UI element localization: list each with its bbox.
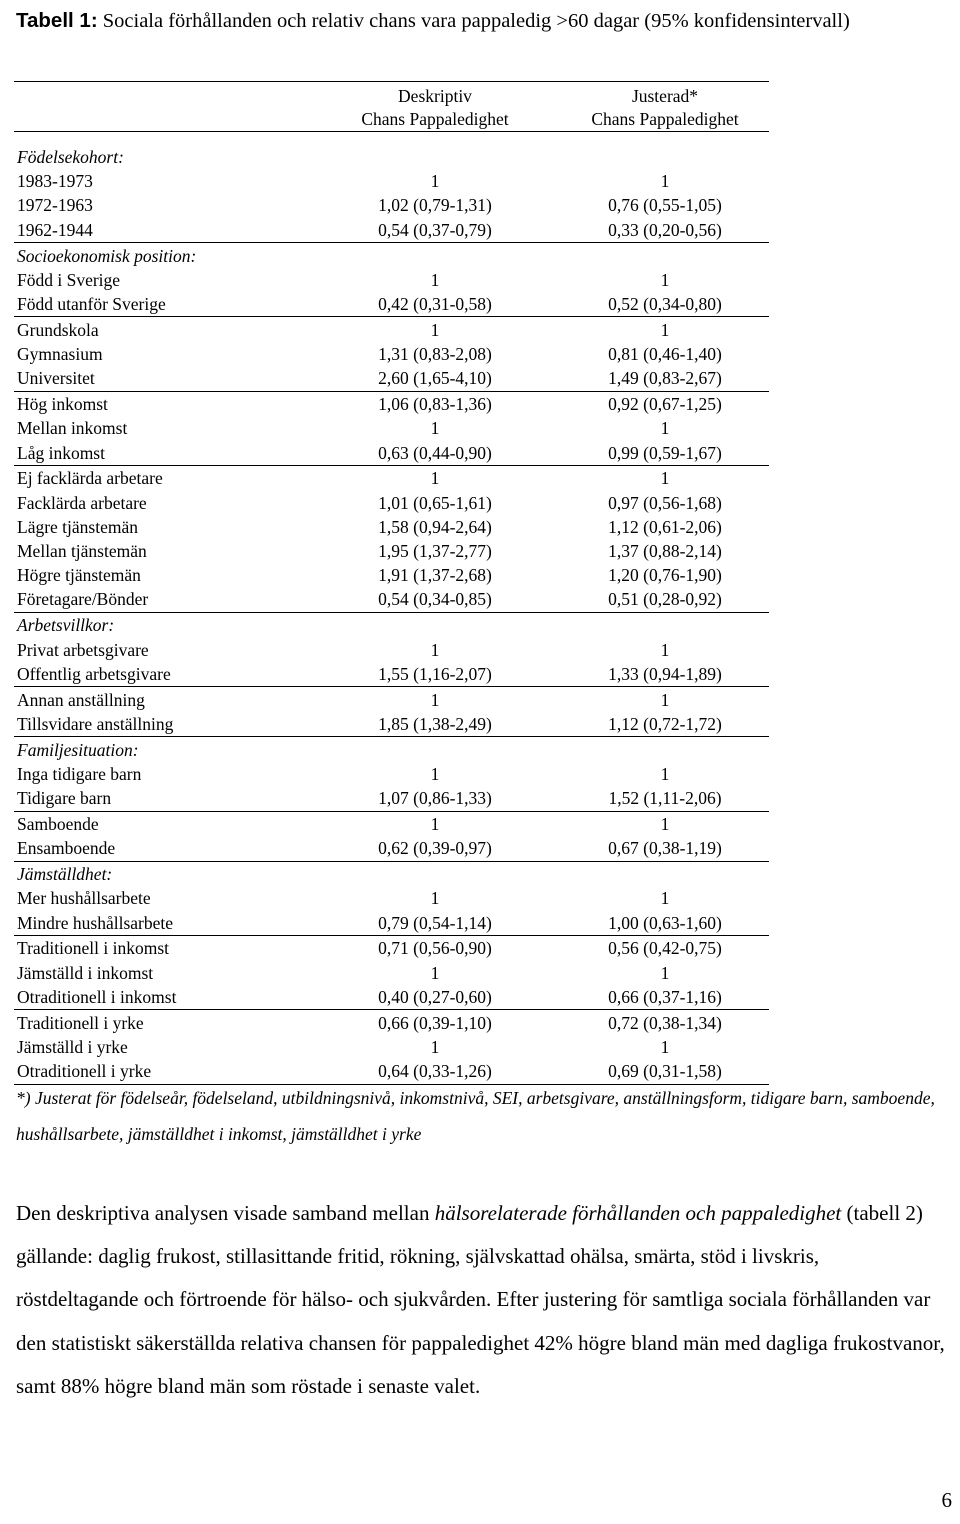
row-group-rule <box>14 465 769 466</box>
descriptive-value: 1 <box>430 689 440 710</box>
descriptive-value: 1 <box>430 814 440 834</box>
adjusted-value: 1 <box>660 962 670 983</box>
row-label: Inga tidigare barn <box>17 763 142 784</box>
column-header-descriptive-line2: Chans Pappaledighet <box>361 109 509 129</box>
row-label: 1972-1963 <box>17 195 93 216</box>
row-group-rule <box>14 1009 769 1010</box>
row-label: Gymnasium <box>17 344 103 364</box>
row-label: Mellan inkomst <box>17 418 128 439</box>
paragraph-text-end: (tabell 2) gällande: daglig frukost, stillasittande fritid, rökning, självskattad ohälsa, smärta, stöd i livskris, röstdeltagande och förtroende för hälso- och sjukvården. Efter justering för samtliga sociala förhållanden var den statistiskt säkerställda relativa chansen för pappaledighet 42% högre bland män med dagliga frukostvanor, samt 88% högre bland män som röstade i senaste valet. <box>16 1201 945 1398</box>
adjusted-value: 0,67 (0,38-1,19) <box>608 838 722 859</box>
row-label: Privat arbetsgivare <box>17 639 149 660</box>
descriptive-value: 0,40 (0,27-0,60) <box>378 986 492 1007</box>
descriptive-value: 1 <box>430 171 440 192</box>
descriptive-value: 1,58 (0,94-2,64) <box>378 516 492 537</box>
descriptive-value: 0,54 (0,34-0,85) <box>378 589 492 610</box>
adjusted-value: 1 <box>660 689 670 710</box>
row-group-rule <box>14 686 769 687</box>
row-label: Facklärda arbetare <box>17 492 147 513</box>
paragraph-emphasis: hälsorelaterade förhållanden och pappaledighet <box>434 1201 842 1225</box>
body-paragraph <box>16 1192 946 1408</box>
column-header-adjusted-line2: Chans Pappaledighet <box>591 109 739 129</box>
row-label: Företagare/Bönder <box>17 589 149 610</box>
row-label: Mellan tjänstemän <box>17 541 147 561</box>
descriptive-value: 1,55 (1,16-2,07) <box>378 663 492 684</box>
descriptive-value: 1,01 (0,65-1,61) <box>378 492 492 513</box>
adjusted-value: 1,12 (0,61-2,06) <box>608 516 722 537</box>
table-caption <box>16 0 946 42</box>
adjusted-value: 0,92 (0,67-1,25) <box>608 394 722 415</box>
adjusted-value: 0,56 (0,42-0,75) <box>608 938 722 959</box>
row-label: Lägre tjänstemän <box>17 516 138 537</box>
descriptive-value: 0,54 (0,37-0,79) <box>378 219 492 240</box>
column-header-descriptive-line1: Deskriptiv <box>398 86 472 106</box>
adjusted-value: 1 <box>660 888 670 909</box>
descriptive-value: 1,91 (1,37-2,68) <box>378 565 492 586</box>
section-heading: Jämställdhet: <box>17 864 113 885</box>
adjusted-value: 0,99 (0,59-1,67) <box>608 442 722 463</box>
adjusted-value: 0,66 (0,37-1,16) <box>608 986 722 1007</box>
row-group-rule <box>14 612 769 613</box>
row-label: Traditionell i yrke <box>17 1012 144 1033</box>
row-label: Hög inkomst <box>17 394 108 415</box>
column-header-adjusted <box>565 85 765 131</box>
adjusted-value: 1 <box>660 763 670 784</box>
adjusted-value: 0,97 (0,56-1,68) <box>608 492 722 513</box>
adjusted-value: 0,51 (0,28-0,92) <box>608 589 722 610</box>
page-number: 6 <box>941 1488 952 1512</box>
descriptive-value: 1 <box>430 468 440 489</box>
row-label: Född i Sverige <box>17 269 121 290</box>
row-label: Jämställd i yrke <box>17 1036 128 1057</box>
adjusted-value: 0,81 (0,46-1,40) <box>608 344 722 364</box>
caption-text: Sociala förhållanden och relativ chans vara pappaledig >60 dagar (95% konfidensintervall) <box>97 10 850 32</box>
section-heading: Socioekonomisk position: <box>17 245 197 266</box>
adjusted-value: 1 <box>660 1036 670 1057</box>
descriptive-value: 1 <box>430 269 440 290</box>
adjusted-value: 0,76 (0,55-1,05) <box>608 195 722 216</box>
descriptive-value: 0,79 (0,54-1,14) <box>378 912 492 933</box>
adjusted-value: 1 <box>660 639 670 660</box>
descriptive-value: 1 <box>430 639 440 660</box>
row-label: 1983-1973 <box>17 171 93 192</box>
table-top-rule <box>14 81 769 82</box>
descriptive-value: 0,42 (0,31-0,58) <box>378 293 492 314</box>
row-label: Grundskola <box>17 319 99 340</box>
descriptive-value: 1 <box>430 418 440 439</box>
row-label: Universitet <box>17 368 95 389</box>
adjusted-value: 1 <box>660 418 670 439</box>
row-group-rule <box>14 391 769 392</box>
adjusted-value: 1 <box>660 814 670 834</box>
column-header-adjusted-line1: Justerad* <box>631 86 699 106</box>
adjusted-value: 1,33 (0,94-1,89) <box>608 663 722 684</box>
row-label: Tillsvidare anställning <box>17 713 174 734</box>
adjusted-value: 1,49 (0,83-2,67) <box>608 368 722 389</box>
row-label: Tidigare barn <box>17 788 112 809</box>
adjusted-value: 1,37 (0,88-2,14) <box>608 541 722 561</box>
row-label: Jämställd i inkomst <box>17 962 154 983</box>
descriptive-value: 1 <box>430 962 440 983</box>
descriptive-value: 1,85 (1,38-2,49) <box>378 713 492 734</box>
row-label: Ej facklärda arbetare <box>17 468 163 489</box>
adjusted-value: 1 <box>660 468 670 489</box>
descriptive-value: 0,63 (0,44-0,90) <box>378 442 492 463</box>
column-header-descriptive <box>330 85 540 131</box>
row-label: 1962-1944 <box>17 219 93 240</box>
adjusted-value: 1,00 (0,63-1,60) <box>608 912 722 933</box>
descriptive-value: 1,02 (0,79-1,31) <box>378 195 492 216</box>
descriptive-value: 1 <box>430 1036 440 1057</box>
row-label: Samboende <box>17 814 99 834</box>
row-group-rule <box>14 316 769 317</box>
adjusted-value: 1,12 (0,72-1,72) <box>608 713 722 734</box>
paragraph-text-start: Den deskriptiva analysen visade samband mellan <box>16 1201 435 1225</box>
descriptive-value: 0,64 (0,33-1,26) <box>378 1061 492 1082</box>
adjusted-value: 0,52 (0,34-0,80) <box>608 293 722 314</box>
row-label: Högre tjänstemän <box>17 565 141 586</box>
row-group-rule <box>14 736 769 737</box>
row-group-rule <box>14 811 769 812</box>
descriptive-value: 0,62 (0,39-0,97) <box>378 838 492 859</box>
adjusted-value: 0,69 (0,31-1,58) <box>608 1061 722 1082</box>
adjusted-value: 1,20 (0,76-1,90) <box>608 565 722 586</box>
row-label: Född utanför Sverige <box>17 293 166 314</box>
section-heading: Arbetsvillkor: <box>17 615 115 636</box>
adjusted-value: 1 <box>660 171 670 192</box>
descriptive-value: 1 <box>430 319 440 340</box>
descriptive-value: 0,71 (0,56-0,90) <box>378 938 492 959</box>
row-label: Annan anställning <box>17 689 145 710</box>
descriptive-value: 1,95 (1,37-2,77) <box>378 541 492 561</box>
adjusted-value: 1 <box>660 319 670 340</box>
row-group-rule <box>14 861 769 862</box>
table-footnote: *) Justerat för födelseår, födelseland, utbildningsnivå, inkomstnivå, SEI, arbetsgivare, anställningsform, tidigare barn, samboende, hushållsarbete, jämställdhet i inkomst, jämställdhet i yrke <box>16 1088 935 1144</box>
descriptive-value: 0,66 (0,39-1,10) <box>378 1012 492 1033</box>
descriptive-value: 1,07 (0,86-1,33) <box>378 788 492 809</box>
descriptive-value: 1,31 (0,83-2,08) <box>378 344 492 364</box>
descriptive-value: 1,06 (0,83-1,36) <box>378 394 492 415</box>
row-label: Otraditionell i inkomst <box>17 986 177 1007</box>
adjusted-value: 0,72 (0,38-1,34) <box>608 1012 722 1033</box>
row-label: Ensamboende <box>17 838 116 859</box>
row-label: Låg inkomst <box>17 442 105 463</box>
adjusted-value: 1 <box>660 269 670 290</box>
section-heading: Födelsekohort: <box>17 147 124 167</box>
row-label: Traditionell i inkomst <box>17 938 170 959</box>
header-bottom-rule <box>14 131 769 132</box>
descriptive-value: 2,60 (1,65-4,10) <box>378 368 492 389</box>
caption-label: Tabell 1: <box>16 9 98 32</box>
adjusted-value: 0,33 (0,20-0,56) <box>608 219 722 240</box>
row-group-rule <box>14 935 769 936</box>
row-group-rule <box>14 242 769 243</box>
descriptive-value: 1 <box>430 763 440 784</box>
row-label: Mer hushållsarbete <box>17 888 151 909</box>
row-label: Offentlig arbetsgivare <box>17 663 171 684</box>
section-heading: Familjesituation: <box>17 739 139 760</box>
row-label: Mindre hushållsarbete <box>17 912 173 933</box>
descriptive-value: 1 <box>430 888 440 909</box>
row-label: Otraditionell i yrke <box>17 1061 152 1082</box>
adjusted-value: 1,52 (1,11-2,06) <box>608 788 722 809</box>
